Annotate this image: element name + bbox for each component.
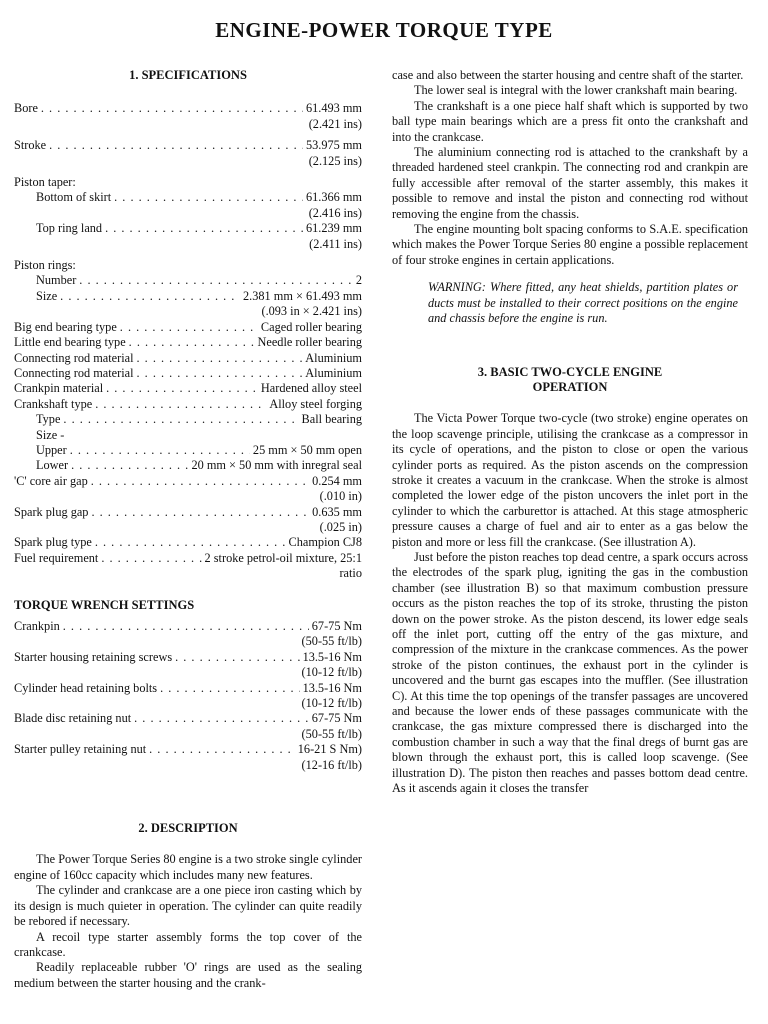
spec-bottom-of-skirt: [14, 190, 362, 205]
spec-label: Number: [36, 273, 77, 288]
spec-number: [14, 273, 362, 288]
spec-stroke: [14, 138, 362, 153]
spec-label: Fuel requirement: [14, 550, 99, 565]
spec-label: 'C' core air gap: [14, 473, 88, 488]
spec-fuel: [14, 551, 362, 566]
spec-little-end: [14, 335, 362, 350]
spec-label: Connecting rod material: [14, 350, 134, 365]
torque-starter-housing: [14, 650, 362, 665]
spec-sub: (2.416 ins): [308, 205, 362, 220]
spec-value: 61.239 mm: [305, 221, 362, 236]
spec-value: Alloy steel forging: [269, 396, 362, 411]
torque-label: Starter pulley retaining nut: [14, 742, 147, 757]
torque-heading: TORQUE WRENCH SETTINGS: [14, 597, 195, 612]
specifications-heading: 1. SPECIFICATIONS: [129, 68, 247, 82]
description-paragraph: The Power Torque Series 80 engine is a two stroke single cylinder engine of 160cc capacity which includes many new features.: [14, 852, 362, 882]
description-paragraph: The cylinder and crankcase are a one piece iron casting which by its design is much quieter in operation. The cylinder can quite readily be rebored if necessary.: [14, 883, 362, 929]
spec-value: 61.366 mm: [305, 190, 362, 205]
spec-value: 61.493 mm: [305, 101, 362, 116]
spec-sub: (.025 in): [319, 519, 362, 534]
warning-note: WARNING: Where fitted, any heat shields, partition plates or ducts must be installed to their correct positions on the engine and chassis before the engine is run.: [428, 280, 738, 326]
spec-value: 53.975 mm: [305, 138, 362, 153]
spec-size: [14, 289, 362, 304]
spec-value: Hardened alloy steel: [260, 381, 362, 396]
spec-value: Aluminium: [305, 365, 362, 380]
spec-sub: (2.125 ins): [308, 153, 362, 168]
spec-label: Upper: [36, 442, 67, 457]
description-paragraph: Readily replaceable rubber 'O' rings are used as the sealing medium between the starter housing and the crank-: [14, 960, 362, 990]
spec-conrod-2: [14, 366, 362, 381]
size-label: Size -: [36, 427, 65, 442]
spec-lower: [14, 458, 362, 473]
spec-value: Caged roller bearing: [260, 319, 362, 334]
torque-sub: (50-55 ft/lb): [301, 634, 362, 649]
torque-cylinder-head: [14, 681, 362, 696]
basic-operation-heading-line2: OPERATION: [532, 379, 608, 394]
spec-label: Little end bearing type: [14, 335, 126, 350]
basic-operation-heading-line1: 3. BASIC TWO-CYCLE ENGINE: [477, 364, 663, 379]
spec-crankpin: [14, 381, 362, 396]
spec-label: Connecting rod material: [14, 365, 134, 380]
spec-value: Aluminium: [305, 350, 362, 365]
spec-label: Size: [36, 288, 58, 303]
spec-value: Champion CJ8: [288, 535, 362, 550]
spec-value: 0.254 mm: [312, 473, 362, 488]
spec-top-ring-land: [14, 221, 362, 236]
spec-value: Ball bearing: [301, 412, 362, 427]
description-paragraph: case and also between the starter housing and centre shaft of the starter.: [392, 68, 744, 82]
spec-label: Crankpin material: [14, 381, 104, 396]
spec-sub: (.093 in × 2.421 ins): [261, 304, 362, 319]
spec-label: Lower: [36, 458, 69, 473]
description-paragraph: The engine mounting bolt spacing conforms to S.A.E. specification which makes the Power Torque Series 80 engine a possible replacement of four stroke engines in certain applications.: [392, 222, 748, 267]
spec-label: Crankshaft type: [14, 396, 93, 411]
description-heading: 2. DESCRIPTION: [138, 821, 238, 836]
torque-crankpin: [14, 619, 362, 634]
description-paragraph: The crankshaft is a one piece half shaft which is supported by two ball type main bearings which are a press fit onto the crankshaft and into the crankcase.: [392, 98, 748, 144]
spec-label: Big end bearing type: [14, 319, 117, 334]
spec-label: Type: [36, 412, 61, 427]
torque-sub: (10-12 ft/lb): [301, 665, 362, 680]
torque-value: 67-75 Nm: [311, 619, 362, 633]
right-column: [392, 68, 748, 796]
spec-label: Stroke: [14, 138, 47, 153]
torque-sub: (50-55 ft/lb): [301, 726, 362, 741]
spec-sub: ratio: [339, 566, 362, 581]
spec-type: [14, 412, 362, 427]
torque-label: Crankpin: [14, 619, 60, 633]
torque-label: Starter housing retaining screws: [14, 649, 173, 664]
spec-sub: (2.421 ins): [308, 116, 362, 131]
description-paragraph: The lower seal is integral with the lower crankshaft main bearing.: [414, 83, 738, 98]
spec-big-end: [14, 320, 362, 335]
torque-blade-disc: [14, 711, 362, 726]
description-paragraph: The aluminium connecting rod is attached to the crankshaft by a threaded hardened steel crankpin. The connecting rod and crankpin are fully accessible after removal of the starter assembly, this makes it possible to remove and instal the piston and connecting rod without removing the engine from the chassis.: [392, 145, 748, 221]
spec-label: Bore: [14, 101, 38, 116]
spec-c-core: [14, 474, 362, 489]
spec-value: 0.635 mm: [312, 504, 362, 519]
spec-sub: (2.411 ins): [309, 236, 362, 251]
page-title: ENGINE-POWER TORQUE TYPE: [215, 18, 553, 42]
torque-sub: (10-12 ft/lb): [301, 696, 362, 711]
torque-value: 13.5-16 Nm: [302, 680, 362, 695]
spec-label: Bottom of skirt: [36, 190, 112, 205]
spec-value: 20 mm × 50 mm with inregral seal: [191, 458, 362, 473]
spec-upper: [14, 443, 362, 458]
torque-label: Cylinder head retaining bolts: [14, 680, 158, 695]
spec-value: 2: [355, 273, 362, 288]
torque-label: Blade disc retaining nut: [14, 711, 132, 726]
spec-label: Top ring land: [36, 221, 103, 236]
torque-value: 13.5-16 Nm: [302, 649, 362, 664]
spec-sub: (.010 in): [319, 489, 362, 504]
spec-spark-gap: [14, 505, 362, 520]
torque-starter-pulley: [14, 742, 362, 757]
left-column: [14, 68, 362, 991]
spec-value: 25 mm × 50 mm open: [252, 442, 362, 457]
spec-value: Needle roller bearing: [257, 335, 362, 350]
basic-paragraph: Just before the piston reaches top dead centre, a spark occurs across the electrodes of the spark plug, igniting the gas in the combustion chamber (see illustration B) so that maximum combustion pressure occurs as the piston reaches the top of its stroke, thrusting the piston down on the power stroke. As the piston descend, its lower edge seals off the inlet port, cutting off the entry of the gas mixture, and compression of the mixture in the crankcase commences. As the power stroke of the piston continues, the exhaust port in the cylinder is uncovered and the burnt gas escapes into the muffler. (See illustration C). At this time the top openings of the transfer passages are uncovered and because the lower ends of these passages communicate with the crankcase, the gas mixture compressed there is discharged into the combustion chamber in such a way that the final dregs of burnt gas are blown through the exhaust port, this is called loop scavenge. (See illustration D). The piston then reaches and passes bottom dead centre. As it ascends again it closes the transfer: [392, 549, 748, 796]
spec-spark-type: [14, 535, 362, 550]
piston-taper-label: Piston taper:: [14, 175, 76, 190]
spec-label: Spark plug gap: [14, 504, 89, 519]
basic-paragraph: The Victa Power Torque two-cycle (two stroke) engine operates on the loop scavenge principle, utilising the crankcase as a compressor in its cycle of operations, and the piston to close or open the various cylinder ports as required. As the piston ascends on the compression stroke it creates a vacuum in the crankcase. When the stroke is almost completed the lower edge of the piston uncovers the inlet port in the cylinder to which the carburettor is attached. At this stage atmospheric pressure causes a charge of fuel and air to enter as a gas below the piston and more or less fill the crankcase. (See illustration A).: [392, 411, 748, 549]
description-paragraph: A recoil type starter assembly forms the top cover of the crankcase.: [14, 929, 362, 959]
spec-label: Spark plug type: [14, 535, 92, 550]
torque-value: 16-21 S Nm): [297, 742, 362, 757]
spec-value: 2.381 mm × 61.493 mm: [243, 288, 362, 303]
spec-crankshaft: [14, 397, 362, 412]
torque-value: 67-75 Nm: [311, 711, 362, 726]
spec-value: 2 stroke petrol-oil mixture, 25:1: [204, 550, 362, 565]
spec-conrod-1: [14, 351, 362, 366]
piston-rings-label: Piston rings:: [14, 258, 76, 273]
spec-bore: [14, 101, 362, 116]
torque-sub: (12-16 ft/lb): [301, 757, 362, 772]
